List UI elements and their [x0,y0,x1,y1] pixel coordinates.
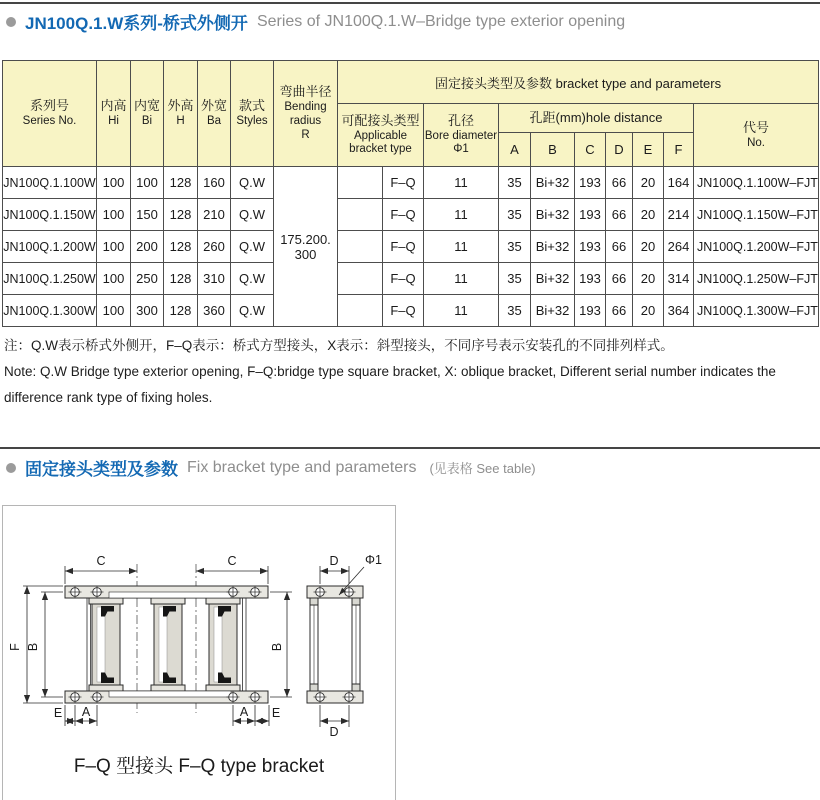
cell-e: 20 [633,263,664,295]
section-divider-rule [0,447,820,449]
dim-label-c-left: C [96,554,106,568]
cell-hi: 100 [97,231,131,263]
cell-bore: 11 [424,167,499,199]
col-header-h: 外高 H [164,61,198,167]
col-header-f: F [664,133,694,167]
cell-series: JN100Q.1.200W [3,231,97,263]
col-header-bending-radius: 弯曲半径 Bending radius R [274,61,338,167]
col-header-bore-diameter: 孔径 Bore diameter Φ1 [424,104,499,167]
cell-b: Bi+32 [531,263,575,295]
cell-c: 193 [575,231,606,263]
cell-bi: 300 [131,295,164,327]
dim-label-c-right: C [227,554,237,568]
cell-hi: 100 [97,263,131,295]
cell-bracket-blank [338,199,383,231]
cell-f: 364 [664,295,694,327]
cell-styles: Q.W [231,295,274,327]
cell-bore: 11 [424,295,499,327]
table-row [3,199,819,231]
col-header-ba: 外宽 Ba [198,61,231,167]
col-header-applicable-bracket: 可配接头类型 Applicable bracket type [338,104,424,167]
cell-bore: 11 [424,231,499,263]
cell-b: Bi+32 [531,167,575,199]
cell-e: 20 [633,167,664,199]
section2-title [6,455,536,480]
col-header-hi: 内高 Hi [97,61,131,167]
dim-label-d-bottom: D [329,725,339,739]
cell-ba: 160 [198,167,231,199]
cell-b: Bi+32 [531,295,575,327]
cell-c: 193 [575,167,606,199]
dimension-labels [8,553,382,739]
dim-label-b-left: B [26,642,40,652]
cell-bracket-blank [338,231,383,263]
cell-c: 193 [575,263,606,295]
col-header-bi: 内宽 Bi [131,61,164,167]
cell-bracket-type: F–Q [383,263,424,295]
table-row [3,295,819,327]
cell-bi: 100 [131,167,164,199]
cell-hi: 100 [97,199,131,231]
chain-link [89,598,123,691]
cell-code: JN100Q.1.250W–FJT [694,263,819,295]
dim-label-e-left: E [53,706,63,720]
cell-e: 20 [633,231,664,263]
spec-table [2,60,819,327]
cell-h: 128 [164,231,198,263]
bracket-drawing [3,506,395,799]
section2-see-table: (见表格 See table) [429,461,536,476]
col-header-series: 系列号 Series No. [3,61,97,167]
col-header-a: A [499,133,531,167]
cell-ba: 260 [198,231,231,263]
cell-c: 193 [575,295,606,327]
cell-f: 164 [664,167,694,199]
dim-label-d-top: D [329,554,339,568]
cell-ba: 360 [198,295,231,327]
col-header-b: B [531,133,575,167]
cell-h: 128 [164,199,198,231]
cell-styles: Q.W [231,167,274,199]
drawing-frame [2,505,396,800]
cell-a: 35 [499,199,531,231]
cell-b: Bi+32 [531,231,575,263]
drawing-caption: F–Q 型接头 F–Q type bracket [73,756,325,777]
dim-label-e-right: E [271,706,281,720]
table-row [3,167,819,199]
cell-styles: Q.W [231,199,274,231]
cell-bi: 150 [131,199,164,231]
col-header-e: E [633,133,664,167]
notes [4,333,816,411]
section1-title-zh: JN100Q.1.W系列-桥式外侧开 [25,14,248,33]
cell-d: 66 [606,167,633,199]
section2-title-en: Fix bracket type and parameters [187,458,417,476]
cell-c: 193 [575,199,606,231]
col-header-d: D [606,133,633,167]
cell-f: 314 [664,263,694,295]
cell-d: 66 [606,199,633,231]
cell-d: 66 [606,263,633,295]
chain-link [206,598,240,691]
cell-ba: 310 [198,263,231,295]
cell-a: 35 [499,167,531,199]
cell-h: 128 [164,295,198,327]
cell-bore: 11 [424,263,499,295]
cell-hi: 100 [97,167,131,199]
cell-bore: 11 [424,199,499,231]
note-en: Note: Q.W Bridge type exterior opening, F–Q:bridge type square bracket, X: oblique bracket, Different serial number indicates the difference rank type of fixing holes. [4,364,776,405]
cell-bracket-type: F–Q [383,199,424,231]
cell-bi: 200 [131,231,164,263]
dim-label-b-right: B [270,642,284,652]
cell-a: 35 [499,231,531,263]
cell-bi: 250 [131,263,164,295]
cell-f: 214 [664,199,694,231]
group-header-bracket-params: 固定接头类型及参数 bracket type and parameters [338,61,819,104]
cell-f: 264 [664,231,694,263]
col-header-styles: 款式 Styles [231,61,274,167]
cell-bracket-type: F–Q [383,295,424,327]
table-row [3,263,819,295]
col-header-c: C [575,133,606,167]
cell-bracket-type: F–Q [383,231,424,263]
cell-bracket-type: F–Q [383,167,424,199]
cell-series: JN100Q.1.150W [3,199,97,231]
cell-code: JN100Q.1.300W–FJT [694,295,819,327]
cell-h: 128 [164,263,198,295]
dim-label-a-left: A [81,705,91,719]
cell-hi: 100 [97,295,131,327]
cell-series: JN100Q.1.100W [3,167,97,199]
cell-bracket-blank [338,167,383,199]
end-view [307,586,363,704]
cell-a: 35 [499,263,531,295]
section-bullet-icon [6,463,16,473]
cell-bracket-blank [338,263,383,295]
cell-bracket-blank [338,295,383,327]
cell-d: 66 [606,295,633,327]
front-view [65,586,268,704]
cell-styles: Q.W [231,231,274,263]
cell-b: Bi+32 [531,199,575,231]
table-row [3,231,819,263]
cell-e: 20 [633,295,664,327]
cell-series: JN100Q.1.250W [3,263,97,295]
dim-label-phi1: Φ1 [365,553,382,567]
cell-ba: 210 [198,199,231,231]
cell-a: 35 [499,295,531,327]
cell-d: 66 [606,231,633,263]
note-zh: 注：Q.W表示桥式外侧开，F–Q表示：桥式方型接头，X表示：斜型接头，不同序号表示安装孔的不同排列样式。 [4,338,674,353]
section1-title [6,9,625,34]
cell-code: JN100Q.1.150W–FJT [694,199,819,231]
section-bullet-icon [6,17,16,27]
dim-label-a-right: A [239,705,249,719]
cell-styles: Q.W [231,263,274,295]
col-header-code: 代号 No. [694,104,819,167]
col-header-hole-distance: 孔距(mm)hole distance [499,104,694,133]
cell-bending-radius: 175.200.300 [274,167,338,327]
chain-link [151,598,185,691]
cell-h: 128 [164,167,198,199]
section1-title-en: Series of JN100Q.1.W–Bridge type exterior opening [256,12,626,30]
top-rule [0,2,820,4]
dim-label-f: F [8,643,22,651]
cell-code: JN100Q.1.100W–FJT [694,167,819,199]
cell-code: JN100Q.1.200W–FJT [694,231,819,263]
cell-e: 20 [633,199,664,231]
section2-title-zh: 固定接头类型及参数 [25,460,178,479]
cell-series: JN100Q.1.300W [3,295,97,327]
